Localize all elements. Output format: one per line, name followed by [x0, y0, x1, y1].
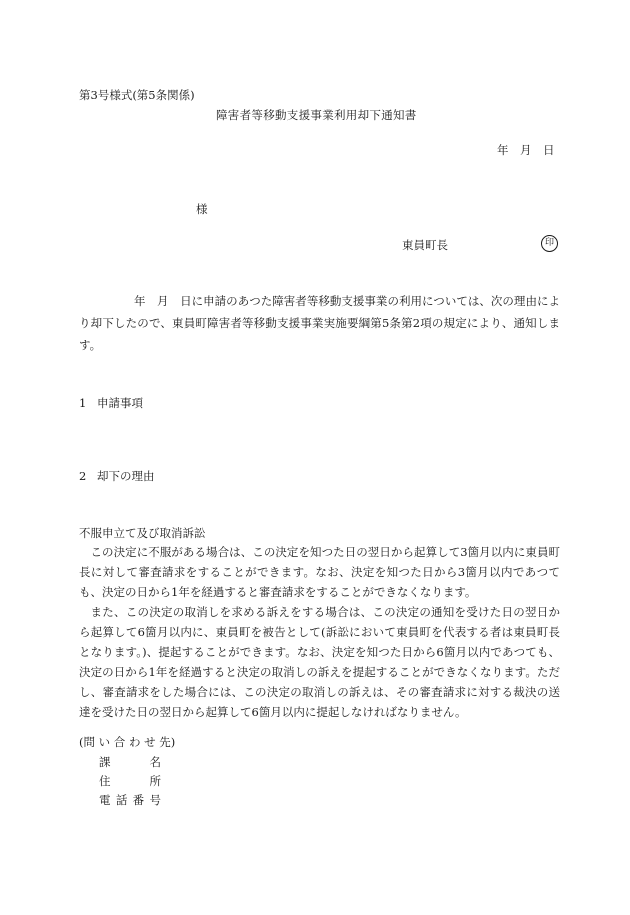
seal-icon: 印	[541, 235, 558, 252]
section-application-items	[79, 395, 143, 412]
contact-label-section: 課名	[99, 755, 161, 769]
notice-text: に申請のあつた障害者等移動支援事業の利用については、次の理由により却下したので、東員町障害者等移動支援事業実施要綱第5条第2項の規定により、通知します。	[79, 294, 560, 352]
section-title: 申請事項	[97, 396, 143, 410]
section-rejection-reason	[79, 468, 155, 485]
section-title: 却下の理由	[97, 469, 155, 483]
contact-heading: (問 い 合 わ せ 先)	[79, 735, 176, 749]
contact-row-address	[99, 773, 161, 790]
form-number: 第3号様式(第5条関係)	[79, 88, 195, 102]
section-number: 1	[79, 396, 87, 410]
appeal-paragraph-review: この決定に不服がある場合は、この決定を知つた日の翌日から起算して3箇月以内に東員町長に対して審査請求をすることができます。なお、決定を知つた日から3箇月以内であつても、決定の日から1年を経過すると審査請求をすることができなくなります。	[79, 545, 560, 599]
issue-date-line: 年 月 日	[497, 143, 555, 157]
appeal-body	[79, 542, 560, 722]
addressee-suffix: 様	[196, 202, 208, 216]
issuer-name: 東員町長	[402, 238, 448, 252]
notice-paragraph	[79, 290, 560, 356]
document-title: 障害者等移動支援事業利用却下通知書	[216, 108, 417, 122]
section-number: 2	[79, 469, 87, 483]
contact-row-phone	[99, 792, 161, 809]
appeal-heading: 不服申立て及び取消訴訟	[79, 526, 206, 540]
appeal-paragraph-lawsuit: また、この決定の取消しを求める訴えをする場合は、この決定の通知を受けた日の翌日から起算して6箇月以内に、東員町を被告として(訴訟において東員町を代表する者は東員町長となります。)、提起することができます。なお、決定を知つた日から6箇月以内であつても、決定の日から1年を経過すると決定の取消しの訴えを提起することができなくなります。ただし、審査請求をした場合には、この決定の取消しの訴えは、その審査請求に対する裁決の送達を受けた日の翌日から起算して6箇月以内に提起しなければなりません。	[79, 605, 560, 719]
contact-label-address: 住所	[99, 774, 161, 788]
application-date-blank: 年 月 日	[134, 294, 192, 308]
contact-label-phone: 電話番号	[99, 793, 161, 807]
contact-row-section	[99, 754, 161, 771]
